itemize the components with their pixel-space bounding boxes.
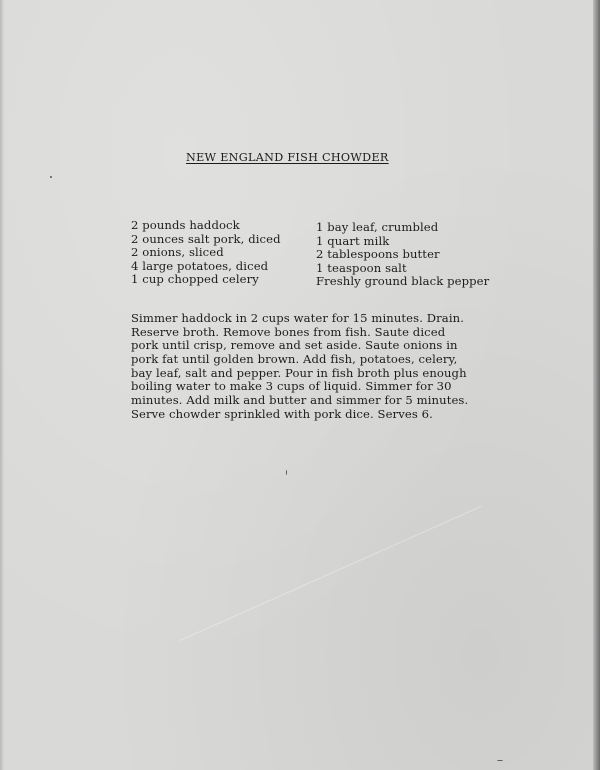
ingredient-item: 1 teaspoon salt — [316, 260, 407, 275]
ingredient-item: 1 quart milk — [316, 233, 390, 248]
ingredients-right-column — [316, 221, 489, 289]
paper-crease — [180, 506, 482, 641]
directions-line: Serve chowder sprinkled with pork dice. Serves 6. — [131, 406, 433, 421]
ingredient-item: 4 large potatoes, diced — [131, 258, 269, 273]
paper-speck — [497, 760, 503, 761]
ingredient-item: Freshly ground black pepper — [316, 274, 490, 289]
directions-line: pork until crisp, remove and set aside. Saute onions in — [131, 338, 458, 353]
paper-speck — [50, 176, 52, 178]
ingredients-left-column — [131, 219, 281, 287]
ingredient-item: 2 ounces salt pork, diced — [131, 231, 281, 246]
directions-line: pork fat until golden brown. Add fish, potatoes, celery, — [131, 352, 458, 367]
directions-line: Simmer haddock in 2 cups water for 15 minutes. Drain. — [131, 311, 464, 325]
recipe-title: NEW ENGLAND FISH CHOWDER — [186, 151, 389, 164]
page-left-edge — [0, 0, 4, 770]
directions-line: boiling water to make 3 cups of liquid. Simmer for 30 — [131, 379, 452, 394]
ingredient-item: 2 pounds haddock — [131, 218, 240, 232]
page-right-edge — [593, 0, 600, 770]
paper-speck — [286, 470, 287, 475]
ingredient-item: 2 onions, sliced — [131, 245, 224, 260]
ingredient-item: 1 bay leaf, crumbled — [316, 220, 439, 234]
directions-line: Reserve broth. Remove bones from fish. Saute diced — [131, 324, 446, 339]
recipe-directions — [131, 312, 491, 422]
ingredient-item: 1 cup chopped celery — [131, 272, 259, 287]
directions-line: minutes. Add milk and butter and simmer for 5 minutes. — [131, 393, 469, 408]
ingredient-item: 2 tablespoons butter — [316, 247, 440, 262]
directions-line: bay leaf, salt and pepper. Pour in fish broth plus enough — [131, 365, 467, 380]
